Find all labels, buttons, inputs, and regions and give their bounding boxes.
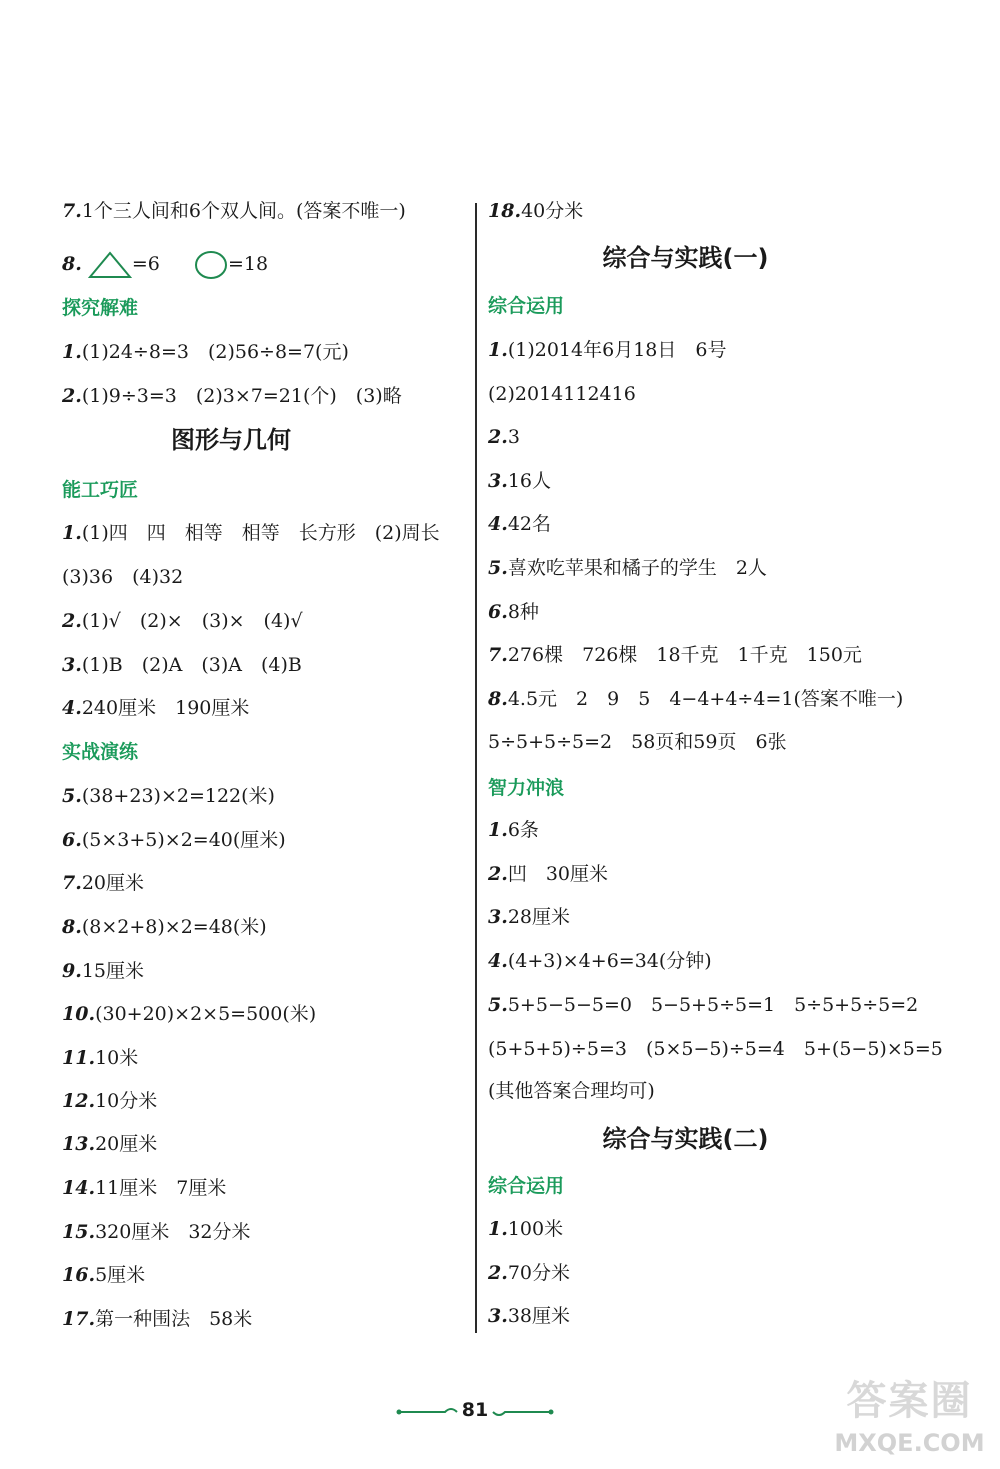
answer-10: 10.(30+20)×2×5=500(米) [62,1003,317,1025]
answer-11: 11.10米 [62,1047,139,1069]
answer-1: 1.(1)四 四 相等 相等 长方形 (2)周长 [62,522,440,544]
answer-9: 9.15厘米 [62,960,145,982]
answer-15: 15.320厘米 32分米 [62,1221,251,1243]
answer-1-cont: (3)36 (4)32 [62,566,184,588]
answer-8-cont: 5÷5+5÷5=2 58页和59页 6张 [488,731,787,753]
column-divider [475,203,477,1333]
answer-5-cont: (5+5+5)÷5=3 (5×5−5)÷5=4 5+(5−5)×5=5 [488,1038,943,1060]
answer-6: 6.8种 [488,601,539,623]
answer-8: 8.(8×2+8)×2=48(米) [62,916,267,938]
answer-3: 3.28厘米 [488,906,571,928]
answer-3: 3.(1)B (2)A (3)A (4)B [62,654,302,676]
answer-2: 2.(1)9÷3=3 (2)3×7=21(个) (3)略 [62,385,402,407]
heading-geometry: 图形与几何 [171,426,291,454]
answer-1: 1.(1)2014年6月18日 6号 [488,339,727,361]
triangle-icon [88,251,132,279]
answer-2: 2.凹 30厘米 [488,863,609,885]
answer-1: 1.100米 [488,1218,564,1240]
answer-18: 18.40分米 [488,200,584,222]
answer-1: 1.6条 [488,819,539,841]
answer-1: 1.(1)24÷8=3 (2)56÷8=7(元) [62,341,349,363]
answer-5: 5.(38+23)×2=122(米) [62,785,275,807]
answer-13: 13.20厘米 [62,1133,158,1155]
answer-7: 7.20厘米 [62,872,145,894]
answer-3: 3.16人 [488,470,552,492]
answer-7: 7.1个三人间和6个双人间。(答案不唯一) [62,200,406,222]
page-number: 81 [461,1399,489,1421]
circle-icon [194,250,228,280]
answer-2: 2.70分米 [488,1262,571,1284]
section-zonghe-2: 综合运用 [488,1175,565,1197]
answer-16: 16.5厘米 [62,1264,146,1286]
section-zhili: 智力冲浪 [488,777,565,799]
answer-2: 2.3 [488,426,520,448]
section-nenggong: 能工巧匠 [62,479,139,501]
heading-practice-1: 综合与实践(一) [602,244,769,272]
answer-4: 4.(4+3)×4+6=34(分钟) [488,950,712,972]
answer-8: 8.4.5元 2 9 5 4−4+4÷4=1(答案不唯一) [488,688,904,710]
answer-2: 2.(1)√ (2)× (3)× (4)√ [62,610,303,632]
answer-8: 8. =6 =18 [62,250,268,280]
answer-5: 5.5+5−5−5=0 5−5+5÷5=1 5÷5+5÷5=2 [488,994,919,1016]
watermark-cn: 答案圈 [846,1378,973,1424]
answer-3: 3.38厘米 [488,1305,571,1327]
section-shizhan: 实战演练 [62,741,139,763]
answer-4: 4.42名 [488,513,552,535]
answer-1-cont: (2)2014112416 [488,383,636,405]
watermark-en: MXQE.COM [834,1429,985,1457]
answer-5-note: (其他答案合理均可) [488,1080,655,1102]
answer-17: 17.第一种围法 58米 [62,1308,253,1330]
answer-4: 4.240厘米 190厘米 [62,697,250,719]
answer-12: 12.10分米 [62,1090,158,1112]
section-zonghe-1: 综合运用 [488,295,565,317]
answer-7: 7.276棵 726棵 18千克 1千克 150元 [488,644,862,666]
answer-5: 5.喜欢吃苹果和橘子的学生 2人 [488,557,767,579]
watermark-logo [822,1376,997,1466]
section-tanjiu: 探究解难 [62,297,139,319]
heading-practice-2: 综合与实践(二) [602,1125,769,1153]
page-footer [395,1395,555,1425]
answer-6: 6.(5×3+5)×2=40(厘米) [62,829,286,851]
answer-14: 14.11厘米 7厘米 [62,1177,227,1199]
